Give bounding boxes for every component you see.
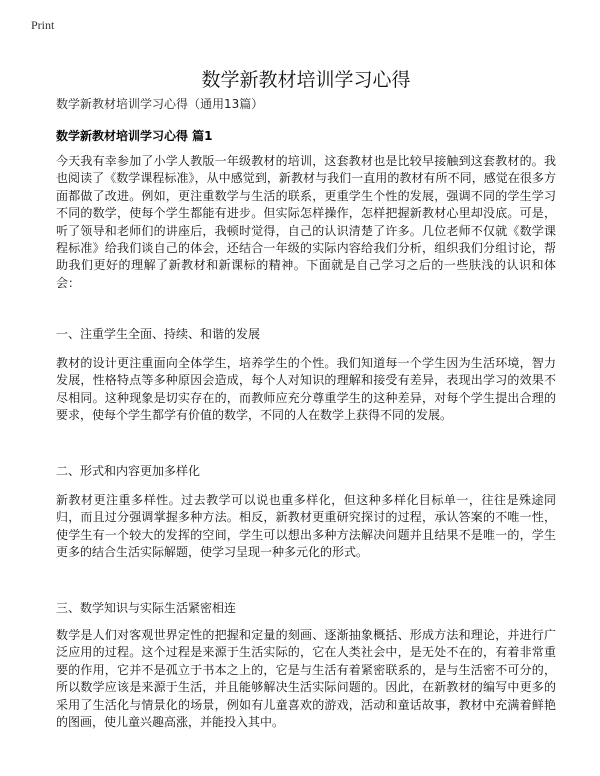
section-heading: 数学新教材培训学习心得 篇1 — [56, 129, 213, 143]
point-body-3: 数学是人们对客观世界定性的把握和定量的刻画、逐渐抽象概括、形成方法和理论，并进行广泛应用的过程。这个过程是来源于生活实际的，它在人类社会中，是无处不在的，有着非常重要的作用，它并不是孤立于书本之上的，它是与生活有着紧密联系的，是与生活密不可分的，所以数学应该是来源于生活，并且能够解决生活实际问题的。因此，在新教材的编写中更多的采用了生活化与情景化的场景，例如有儿童喜欢的游戏，活动和童话故事，教材中充满着鲜艳的图画，使儿童兴趣高涨，并能投入其中。 — [56, 628, 556, 730]
point-heading-2: 二、形式和内容更加多样化 — [56, 464, 201, 478]
document-title: 数学新教材培训学习心得 — [201, 68, 411, 91]
point-heading-1: 一、注重学生全面、持续、和谐的发展 — [56, 327, 261, 341]
intro-paragraph: 今天我有幸参加了小学人教版一年级教材的培训，这套教材也是比较早接触到这套教材的。我也阅读了《数学课程标准》，从中感觉到，新教材与我们一直用的教材有所不同，感觉在很多方面都做了改进。例如，更注重数学与生活的联系，更重学生个性的发展，强调不同的学生学习不同的数学，使每个学生都能有进步。但实际怎样操作，怎样把握新教材心里却没底。可是，听了领导和老师们的讲座后，我顿时觉得，自己的认识清楚了许多。几位老师不仅就《数学课程标准》给我们谈自己的体会，还结合一年级的实际内容给我们分析，组织我们分组讨论，帮助我们更好的理解了新教材和新课标的精神。下面就是自己学习之后的一些肤浅的认识和体会： — [56, 154, 556, 290]
point-heading-3: 三、数学知识与实际生活紧密相连 — [56, 601, 237, 615]
point-body-1: 教材的设计更注重面向全体学生，培养学生的个性。我们知道每一个学生因为生活环境，智力发展，性格特点等多种原因会造成，每个人对知识的理解和接受有差异，表现出学习的效果不尽相同。这种现象是切实存在的，而教师应充分尊重学生的这种差异，对每个学生提出合理的要求，使每个学生都学有价值的数学，不同的人在数学上获得不同的发展。 — [56, 356, 556, 423]
point-body-2: 新教材更注重多样性。过去教学可以说也重多样化，但这种多样化目标单一，往往是殊途同归，而且过分强调掌握多种方法。相反，新教材更重研究探讨的过程，承认答案的不唯一性，使学生有一个较大的发挥的空间，学生可以想出多种方法解决问题并且结果不是唯一的，学生更多的结合生活实际解题，使学习呈现一种多元化的形式。 — [56, 493, 556, 560]
document-subtitle: 数学新教材培训学习心得（通用13篇） — [56, 97, 264, 111]
print-label[interactable]: Print — [31, 18, 55, 32]
